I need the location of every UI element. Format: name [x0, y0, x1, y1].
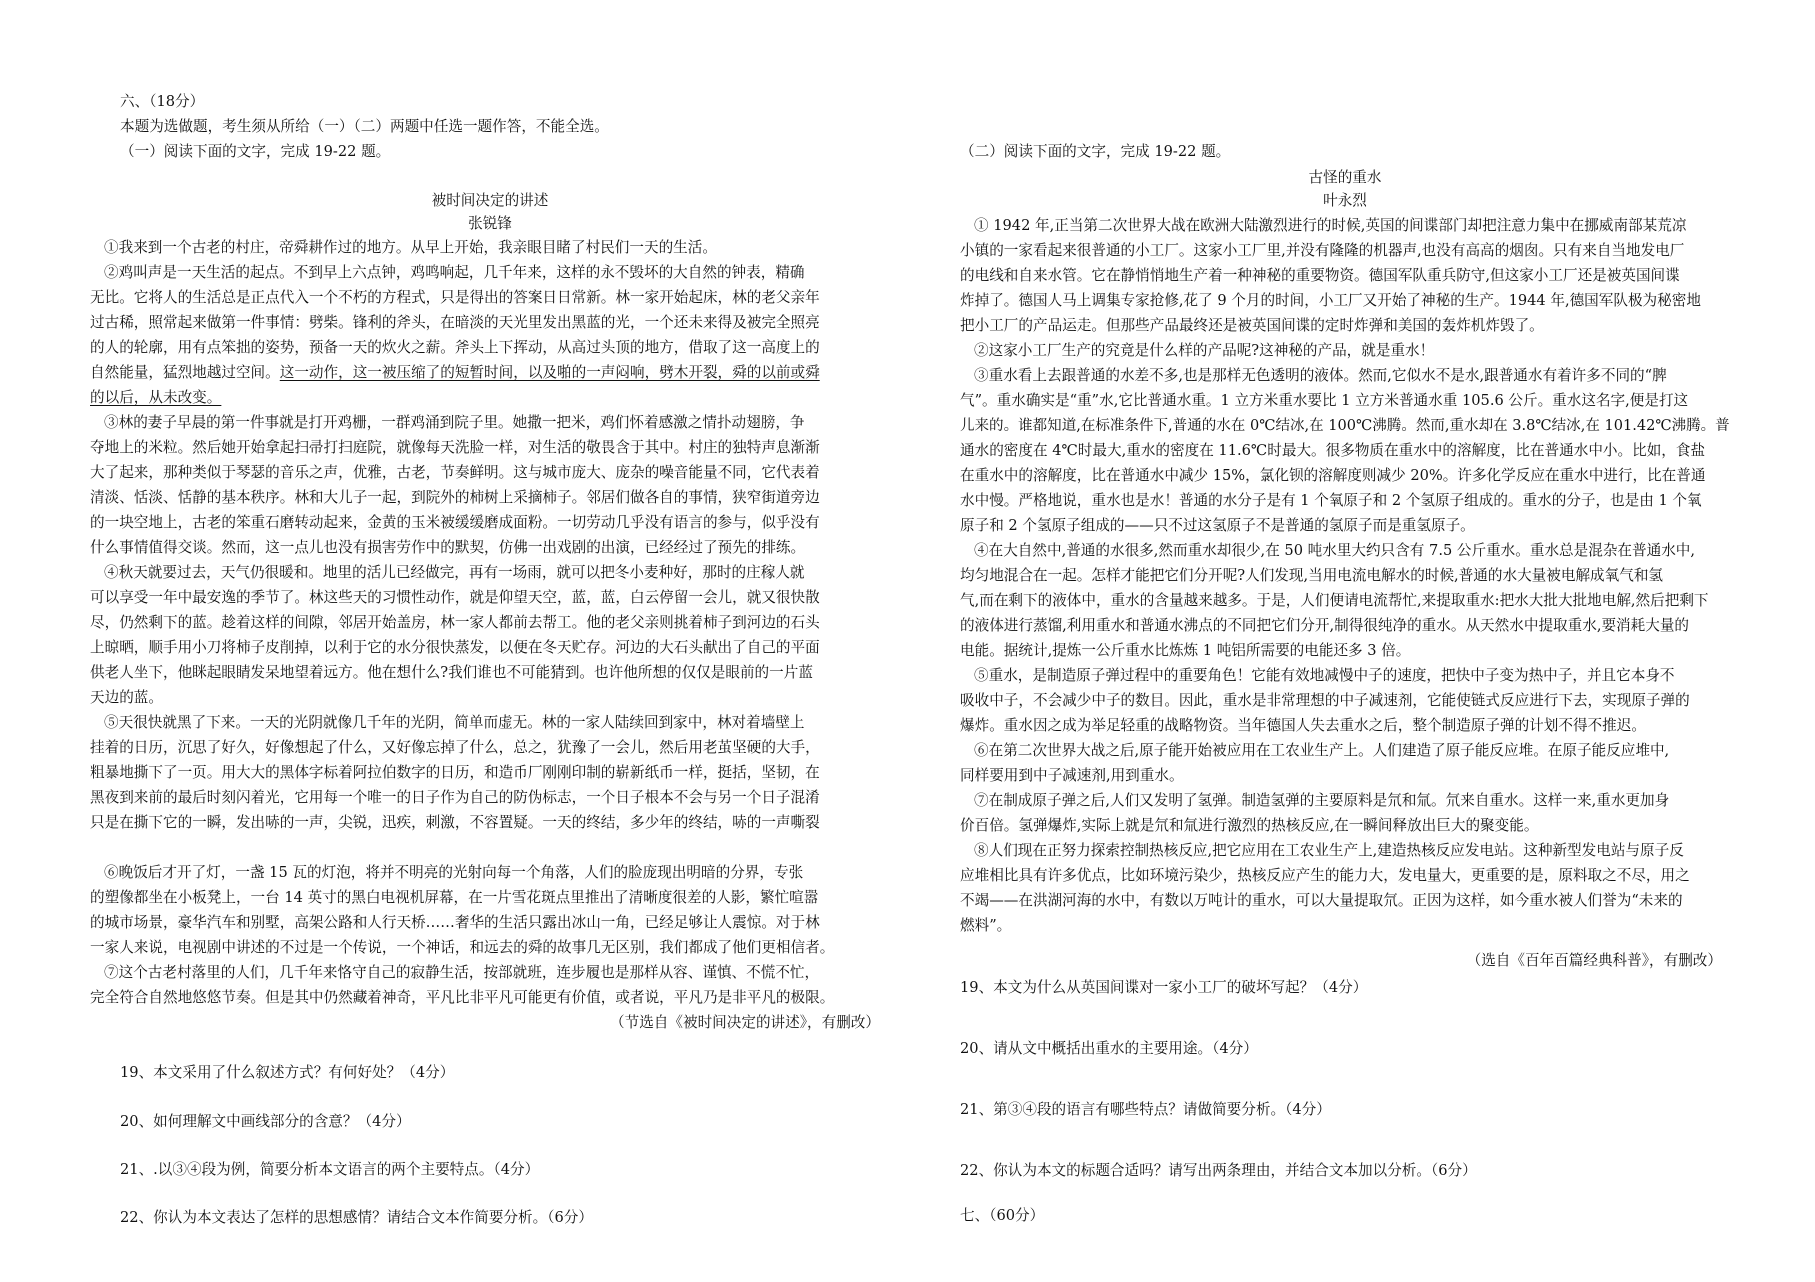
text-line: 大了起来，那种类似于琴瑟的音乐之声，优雅，古老，节奏鲜明。这与城市庞大、庞杂的噪音能量不同，它代表着: [90, 464, 820, 481]
text-line: 通水的密度在 4℃时最大,重水的密度在 11.6℃时最大。很多物质在重水中的溶解度，比在普通水中小。比如，食盐: [960, 442, 1706, 459]
text-line: ① 1942 年,正当第二次世界大战在欧洲大陆激烈进行的时候,英国的间谍部门却把注意力集中在挪威南部某荒凉: [974, 217, 1687, 234]
text-line: 均匀地混合在一起。怎样才能把它们分开呢?人们发现,当用电流电解水的时候,普通的水大量被电解成氧气和氢: [960, 567, 1664, 584]
text-line: ③重水看上去跟普通的水差不多,也是那样无色透明的液体。然而,它似水不是水,跟普通水有着许多不同的“脾: [974, 367, 1667, 384]
text-line: 在重水中的溶解度，比在普通水中减少 15%，氯化钡的溶解度则减少 20%。许多化学反应在重水中进行，比在普通: [960, 467, 1706, 484]
text-line: 的城市场景，豪华汽车和别墅，高架公路和人行天桥……奢华的生活只露出冰山一角，已经足够让人震惊。对于林: [90, 914, 820, 931]
text-line: ⑦这个古老村落里的人们，几千年来恪守自己的寂静生活，按部就班，连步履也是那样从容、谨慎、不慌不忙，: [104, 964, 820, 981]
text-line: 黑夜到来前的最后时刻闪着光，它用每一个唯一的日子作为自己的防伪标志，一个日子根本不会与另一个日子混淆: [90, 789, 820, 806]
question: 22、你认为本文的标题合适吗？请写出两条理由，并结合文本加以分析。（6分）: [960, 1162, 1477, 1179]
part-intro: （一）阅读下面的文字，完成 19-22 题。: [120, 143, 391, 160]
source-note: （节选自《被时间决定的讲述》，有删改）: [610, 1014, 880, 1031]
text-line: 电能。据统计,提炼一公斤重水比炼炼 1 吨铝所需要的电能还多 3 倍。: [960, 642, 1411, 659]
underlined-passage: 这一动作，这一被压缩了的短暂时间，以及啪的一声闷响，劈木开裂，舜的以前或舜: [279, 364, 820, 381]
text-line: 燃料”。: [960, 917, 1012, 934]
text-line: ②这家小工厂生产的究竟是什么样的产品呢?这神秘的产品，就是重水！: [974, 342, 1435, 359]
question: 20、如何理解文中画线部分的含意？（4分）: [120, 1113, 411, 1130]
question: 19、本文为什么从英国间谍对一家小工厂的破坏写起？（4分）: [960, 979, 1368, 996]
text-line: 气,而在剩下的液体中，重水的含量越来越多。于是，人们便请电流帮忙,来提取重水:把水大批大批地电解,然后把剩下: [960, 592, 1709, 609]
text-line: 的以后，从未改变。: [90, 389, 222, 406]
text-line: 小镇的一家看起来很普通的小工厂。这家小工厂里,并没有隆隆的机器声,也没有高高的烟囱。只有来自当地发电厂: [960, 242, 1685, 259]
text-line: ⑤重水，是制造原子弹过程中的重要角色！它能有效地减慢中子的速度，把快中子变为热中子，并且它本身不: [974, 667, 1675, 684]
text-line: 水中慢。严格地说，重水也是水！普通的水分子是有 1 个氧原子和 2 个氢原子组成的。重水的分子，也是由 1 个氧: [960, 492, 1702, 509]
text-line: 原子和 2 个氢原子组成的——只不过这氢原子不是普通的氢原子而是重氢原子。: [960, 517, 1475, 534]
text-line: ④在大自然中,普通的水很多,然而重水却很少,在 50 吨水里大约只含有 7.5 公斤重水。重水总是混杂在普通水中,: [974, 542, 1696, 559]
text-line: 不竭——在洪湖河海的水中，有数以万吨计的重水，可以大量提取氘。正因为这样，如今重水被人们誉为“未来的: [960, 892, 1683, 909]
passage-author: 张锐锋: [468, 215, 512, 232]
text-line: ③林的妻子早晨的第一件事就是打开鸡栅，一群鸡涌到院子里。她撒一把米，鸡们怀着感激之情扑动翅膀，争: [104, 414, 805, 431]
text-line: ⑤天很快就黑了下来。一天的光阴就像几千年的光阴，简单而虚无。林的一家人陆续回到家中，林对着墙壁上: [104, 714, 805, 731]
text-line: ④秋天就要过去，天气仍很暖和。地里的活儿已经做完，再有一场雨，就可以把冬小麦种好，那时的庄稼人就: [104, 564, 805, 581]
text-line: 什么事情值得交谈。然而，这一点儿也没有损害劳作中的默契，仿佛一出戏剧的出演，已经经过了预先的排练。: [90, 539, 806, 556]
text-line: 炸掉了。德国人马上调集专家抢修,花了 9 个月的时间，小工厂又开始了神秘的生产。1944 年,德国军队极为秘密地: [960, 292, 1701, 309]
text-line: 无比。它将人的生活总是正点代入一个不朽的方程式，只是得出的答案日日常新。林一家开始起床，林的老父亲年: [90, 289, 820, 306]
text-line: 同样要用到中子减速剂,用到重水。: [960, 767, 1184, 784]
section-header: 七、（60分）: [960, 1207, 1045, 1224]
text-line: 把小工厂的产品运走。但那些产品最终还是被英国间谍的定时炸弹和美国的轰炸机炸毁了。: [960, 317, 1544, 334]
text-line: 的电线和自来水管。它在静悄悄地生产着一种神秘的重要物资。德国军队重兵防守,但这家小工厂还是被英国间谍: [960, 267, 1680, 284]
text-line: 完全符合自然地悠悠节奏。但是其中仍然藏着神奇，平凡比非平凡可能更有价值，或者说，平凡乃是非平凡的极限。: [90, 989, 835, 1006]
text-line: ⑧人们现在正努力探索控制热核反应,把它应用在工农业生产上,建造热核反应发电站。这种新型发电站与原子反: [974, 842, 1684, 859]
text-line: 气”。重水确实是“重”水,它比普通水重。1 立方米重水要比 1 立方米普通水重 105.6 公斤。重水这名字,便是打这: [960, 392, 1689, 409]
source-note: （选自《百年百篇经典科普》，有删改）: [1466, 952, 1722, 969]
text-line: 的液体进行蒸馏,利用重水和普通水沸点的不同把它们分开,制得很纯净的重水。从天然水中提取重水,要消耗大量的: [960, 617, 1690, 634]
question: 21、.以③④段为例，简要分析本文语言的两个主要特点。（4分）: [120, 1161, 540, 1178]
text-line: 清淡、恬淡、恬静的基本秩序。林和大儿子一起，到院外的柿树上采摘柿子。邻居们做各自的事情，狭窄街道旁边: [90, 489, 820, 506]
text-line: 粗暴地撕下了一页。用大大的黑体字标着阿拉伯数字的日历，和造币厂刚刚印制的崭新纸币一样，挺括，坚韧，在: [90, 764, 820, 781]
text-line: 供老人坐下，他眯起眼睛发呆地望着远方。他在想什么?我们谁也不可能猜到。也许他所想的仅仅是眼前的一片蓝: [90, 664, 813, 681]
text-line: 过古稀，照常起来做第一件事情：劈柴。锋利的斧头，在暗淡的天光里发出黑蓝的光，一个还未来得及被完全照亮: [90, 314, 820, 331]
text-line: 的一块空地上，古老的笨重石磨转动起来，金黄的玉米被缓缓磨成面粉。一切劳动几乎没有语言的参与，似乎没有: [90, 514, 820, 531]
text-line: 挂着的日历，沉思了好久，好像想起了什么，又好像忘掉了什么，总之，犹豫了一会儿，然后用老茧坚硬的大手，: [90, 739, 820, 756]
text-line: 的人的轮廓，用有点笨拙的姿势，预备一天的炊火之薪。斧头上下挥动，从高过头顶的地方，借取了这一高度上的: [90, 339, 820, 356]
text-line: 上晾晒，顺手用小刀将柿子皮削掉，以利于它的水分很快蒸发，以便在冬天贮存。河边的大石头献出了自己的平面: [90, 639, 820, 656]
question: 22、你认为本文表达了怎样的思想感情？请结合文本作简要分析。（6分）: [120, 1209, 593, 1226]
instructions: 本题为选做题，考生须从所给（一）（二）两题中任选一题作答，不能全选。: [120, 118, 609, 135]
text-line: 天边的蓝。: [90, 689, 163, 706]
passage-author: 叶永烈: [1323, 192, 1367, 209]
text-line: 一家人来说，电视剧中讲述的不过是一个传说，一个神话，和远去的舜的故事几无区别，我们都成了他们更相信者。: [90, 939, 835, 956]
text-line: ①我来到一个古老的村庄，帝舜耕作过的地方。从早上开始，我亲眼目睹了村民们一天的生活。: [104, 239, 717, 256]
text-line: 夺地上的米粒。然后她开始拿起扫帚打扫庭院，就像每天洗脸一样，对生活的敬畏含于其中。村庄的独特声息渐渐: [90, 439, 820, 456]
section-header: 六、（18分）: [120, 93, 205, 110]
text-line: 爆炸。重水因之成为举足轻重的战略物资。当年德国人失去重水之后，整个制造原子弹的计划不得不推迟。: [960, 717, 1646, 734]
text-line: ⑥晚饭后才开了灯，一盏 15 瓦的灯泡，将并不明亮的光射向每一个角落，人们的脸庞现出明暗的分界，专张: [104, 864, 804, 881]
part-intro: （二）阅读下面的文字，完成 19-22 题。: [960, 143, 1231, 160]
text-line: 自然能量，猛烈地越过空间。这一动作，这一被压缩了的短暂时间，以及啪的一声闷响，劈木开裂，舜的以前或舜: [90, 364, 820, 381]
text-line: 儿来的。谁都知道,在标准条件下,普通的水在 0℃结冰,在 100℃沸腾。然而,重水却在 3.8℃结冰,在 101.42℃沸腾。普: [960, 418, 1730, 434]
question: 20、请从文中概括出重水的主要用途。（4分）: [960, 1040, 1258, 1057]
text-line: 的塑像都坐在小板凳上，一台 14 英寸的黑白电视机屏幕，在一片雪花斑点里推出了清晰度很差的人影，繁忙喧嚣: [90, 889, 819, 906]
text-line: ⑥在第二次世界大战之后,原子能开始被应用在工农业生产上。人们建造了原子能反应堆。在原子能反应堆中,: [974, 742, 1670, 759]
passage-title: 被时间决定的讲述: [431, 192, 549, 209]
question: 21、第③④段的语言有哪些特点？请做简要分析。（4分）: [960, 1101, 1331, 1118]
text-line: ⑦在制成原子弹之后,人们又发明了氢弹。制造氢弹的主要原料是氘和氚。氘来自重水。这样一来,重水更加身: [974, 792, 1670, 809]
text-line: 只是在撕下它的一瞬，发出哧的一声，尖锐，迅疾，刺激，不容置疑。一天的终结，多少年的终结，哧的一声嘶裂: [90, 814, 820, 831]
text-line: 价百倍。氢弹爆炸,实际上就是氘和氚进行激烈的热核反应,在一瞬间释放出巨大的聚变能。: [960, 817, 1539, 834]
text-line: 应堆相比具有许多优点，比如环境污染少，热核反应产生的能力大，发电量大，更重要的是，原料取之不尽，用之: [960, 867, 1690, 884]
text-line: ②鸡叫声是一天生活的起点。不到早上六点钟，鸡鸣响起，几千年来，这样的永不毁坏的大自然的钟表，精确: [104, 264, 805, 281]
text-line: 可以享受一年中最安逸的季节了。林这些天的习惯性动作，就是仰望天空，蓝，蓝，白云停留一会儿，就又很快散: [90, 589, 820, 606]
passage-title: 古怪的重水: [1308, 169, 1382, 186]
text-line: 吸收中子，不会减少中子的数目。因此，重水是非常理想的中子减速剂，它能使链式反应进行下去，实现原子弹的: [960, 692, 1690, 709]
question: 19、本文采用了什么叙述方式？有何好处？（4分）: [120, 1064, 455, 1081]
text-line: 尽，仍然剩下的蓝。趁着这样的间隙，邻居开始盖房，林一家人都前去帮工。他的老父亲则挑着柿子到河边的石头: [90, 614, 820, 631]
